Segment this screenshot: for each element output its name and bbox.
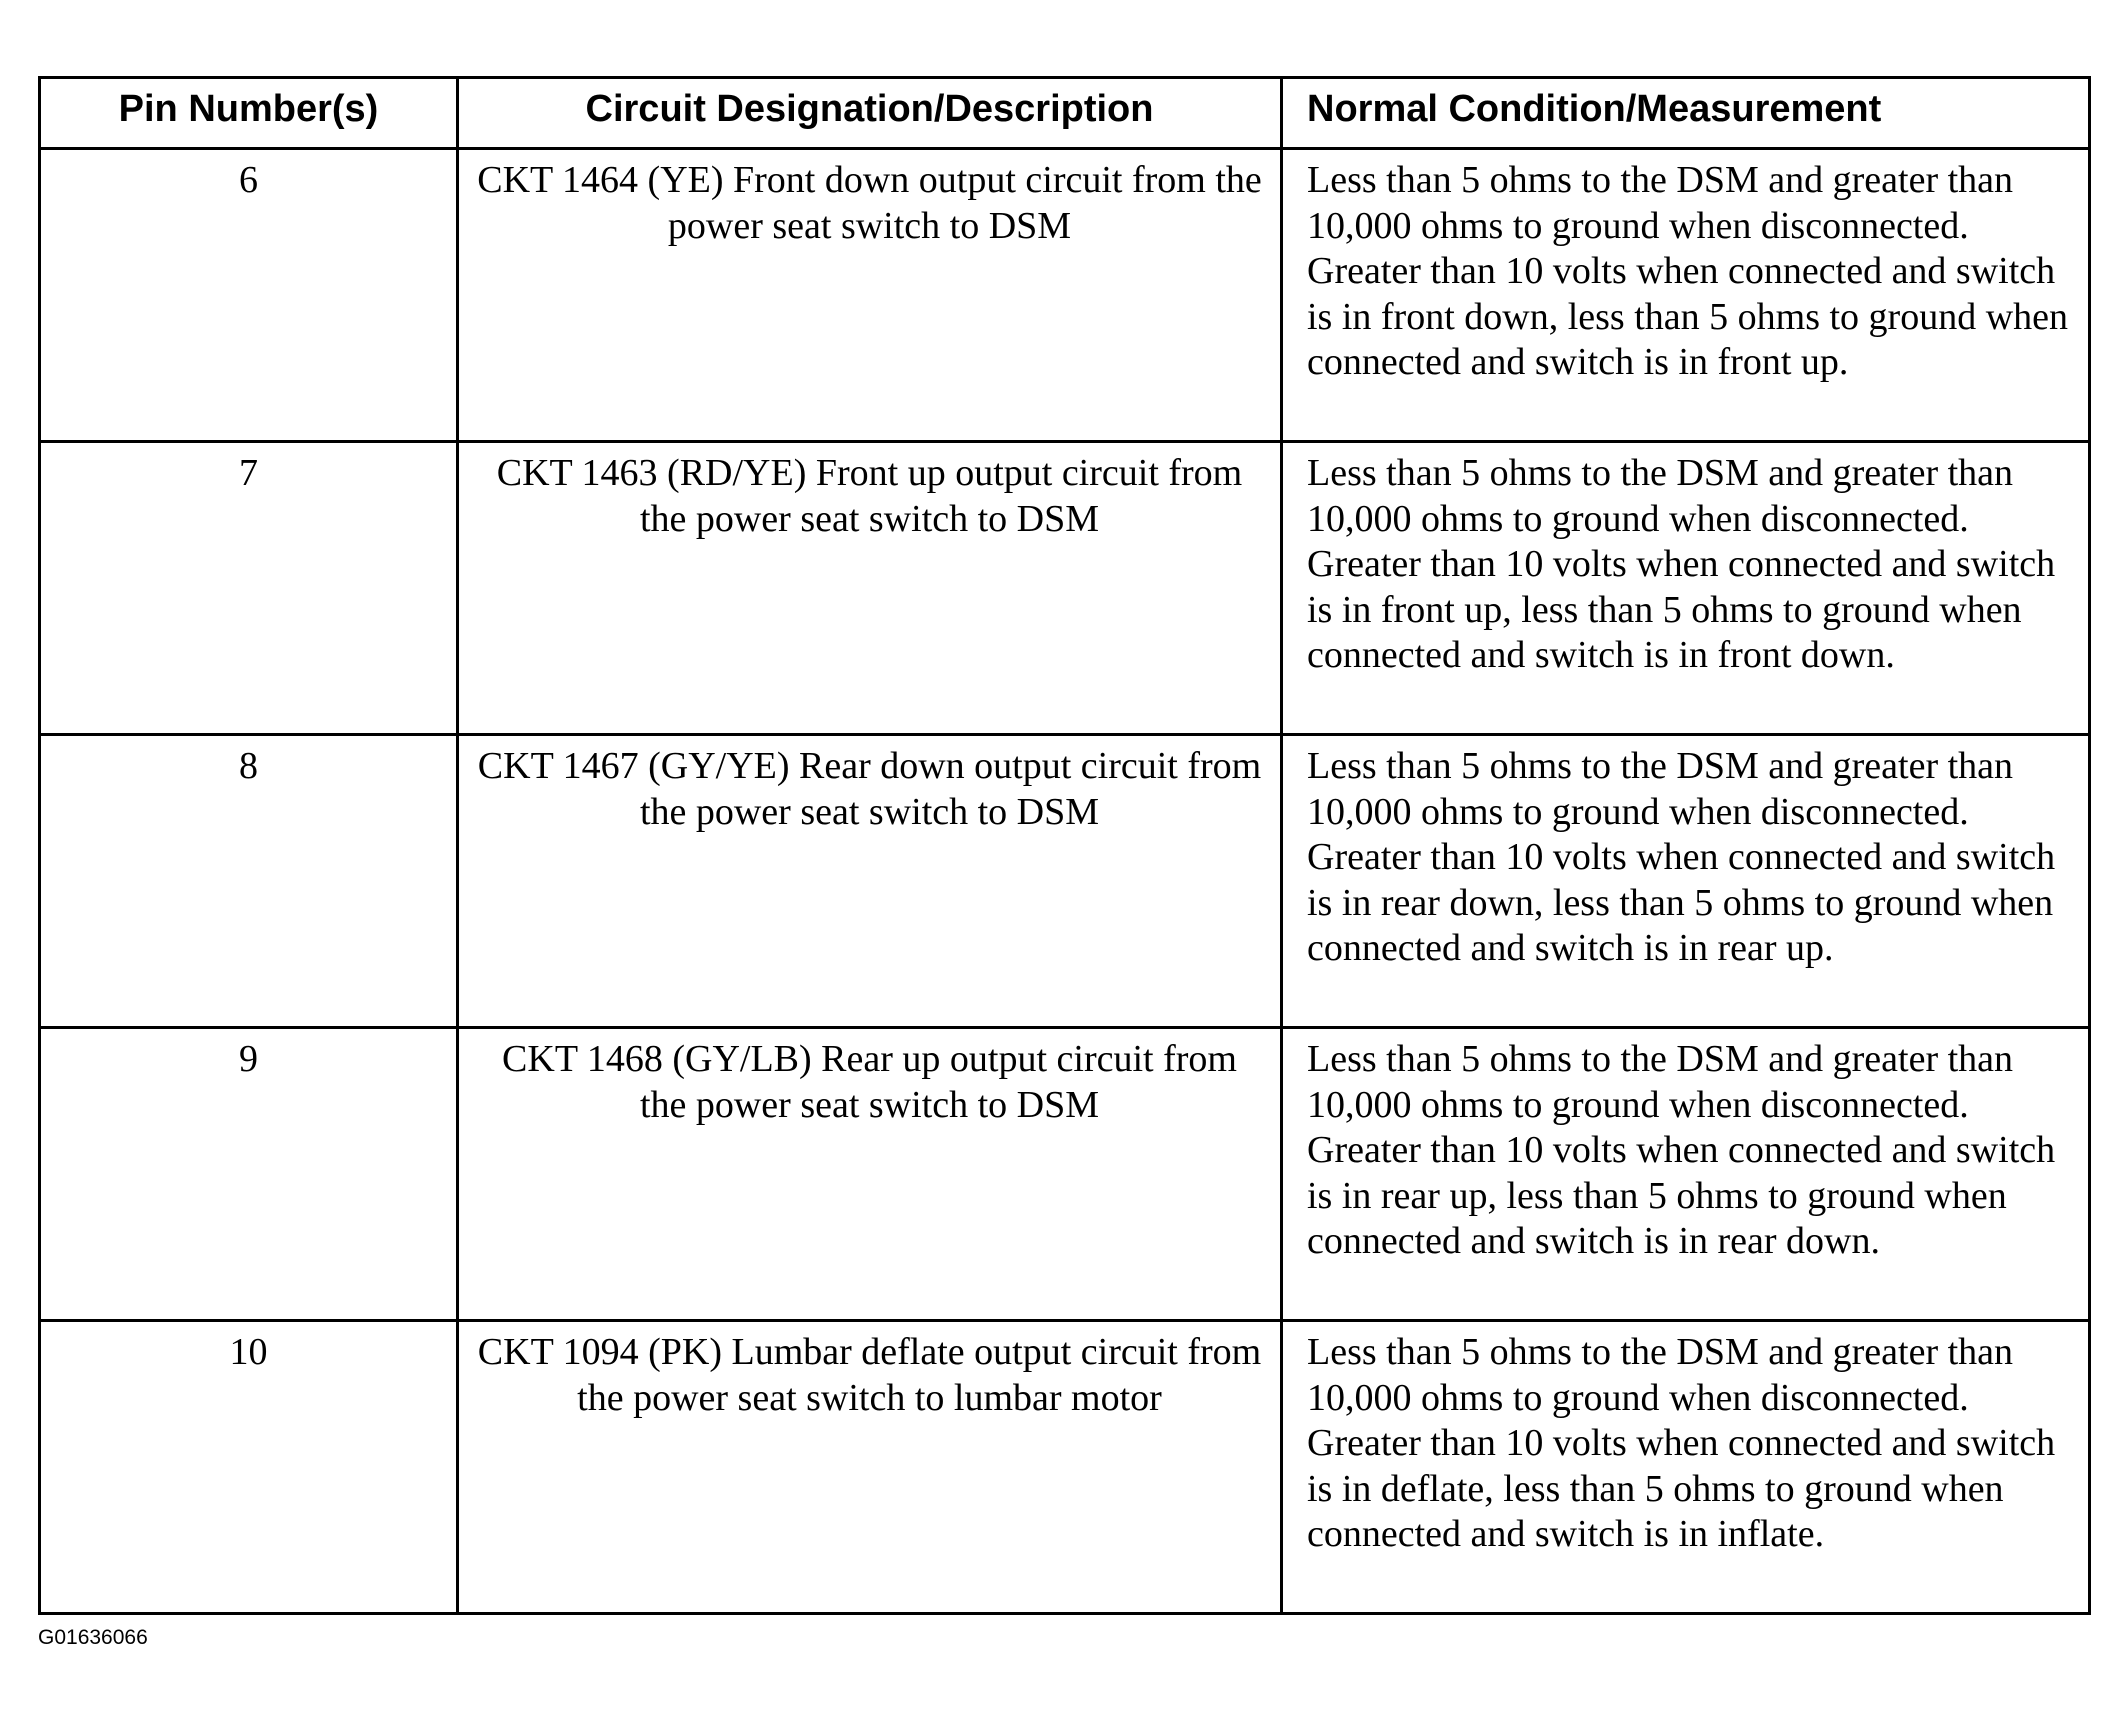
condition-cell: Less than 5 ohms to the DSM and greater than 10,000 ohms to ground when disconnected. Greater than 10 volts when connected and switch is in front down, less than 5 ohms to ground when connected and switch is in front up. (1282, 149, 2090, 442)
table-row (40, 1321, 2090, 1614)
description-cell: CKT 1094 (PK) Lumbar deflate output circuit from the power seat switch to lumbar motor (458, 1321, 1282, 1614)
pin-table (38, 76, 2091, 1615)
header-description: Circuit Designation/Description (458, 78, 1282, 149)
condition-cell: Less than 5 ohms to the DSM and greater than 10,000 ohms to ground when disconnected. Greater than 10 volts when connected and switch is in rear up, less than 5 ohms to ground when connected and switch is in rear down. (1282, 1028, 2090, 1321)
pin-cell: 7 (40, 442, 458, 735)
description-cell: CKT 1463 (RD/YE) Front up output circuit from the power seat switch to DSM (458, 442, 1282, 735)
condition-cell: Less than 5 ohms to the DSM and greater than 10,000 ohms to ground when disconnected. Greater than 10 volts when connected and switch is in front up, less than 5 ohms to ground when connected and switch is in front down. (1282, 442, 2090, 735)
table-row (40, 149, 2090, 442)
condition-cell: Less than 5 ohms to the DSM and greater than 10,000 ohms to ground when disconnected. Greater than 10 volts when connected and switch is in deflate, less than 5 ohms to ground when connected and switch is in inflate. (1282, 1321, 2090, 1614)
figure-id: G01636066 (38, 1626, 148, 1649)
pin-cell: 6 (40, 149, 458, 442)
pin-cell: 9 (40, 1028, 458, 1321)
header-condition: Normal Condition/Measurement (1282, 78, 2090, 149)
pin-cell: 10 (40, 1321, 458, 1614)
table-row (40, 1028, 2090, 1321)
table-row (40, 735, 2090, 1028)
description-cell: CKT 1467 (GY/YE) Rear down output circuit from the power seat switch to DSM (458, 735, 1282, 1028)
description-cell: CKT 1468 (GY/LB) Rear up output circuit from the power seat switch to DSM (458, 1028, 1282, 1321)
table-row (40, 442, 2090, 735)
header-pin: Pin Number(s) (40, 78, 458, 149)
description-cell: CKT 1464 (YE) Front down output circuit from the power seat switch to DSM (458, 149, 1282, 442)
condition-cell: Less than 5 ohms to the DSM and greater than 10,000 ohms to ground when disconnected. Greater than 10 volts when connected and switch is in rear down, less than 5 ohms to ground when connected and switch is in rear up. (1282, 735, 2090, 1028)
pin-cell: 8 (40, 735, 458, 1028)
header-row (40, 78, 2090, 149)
